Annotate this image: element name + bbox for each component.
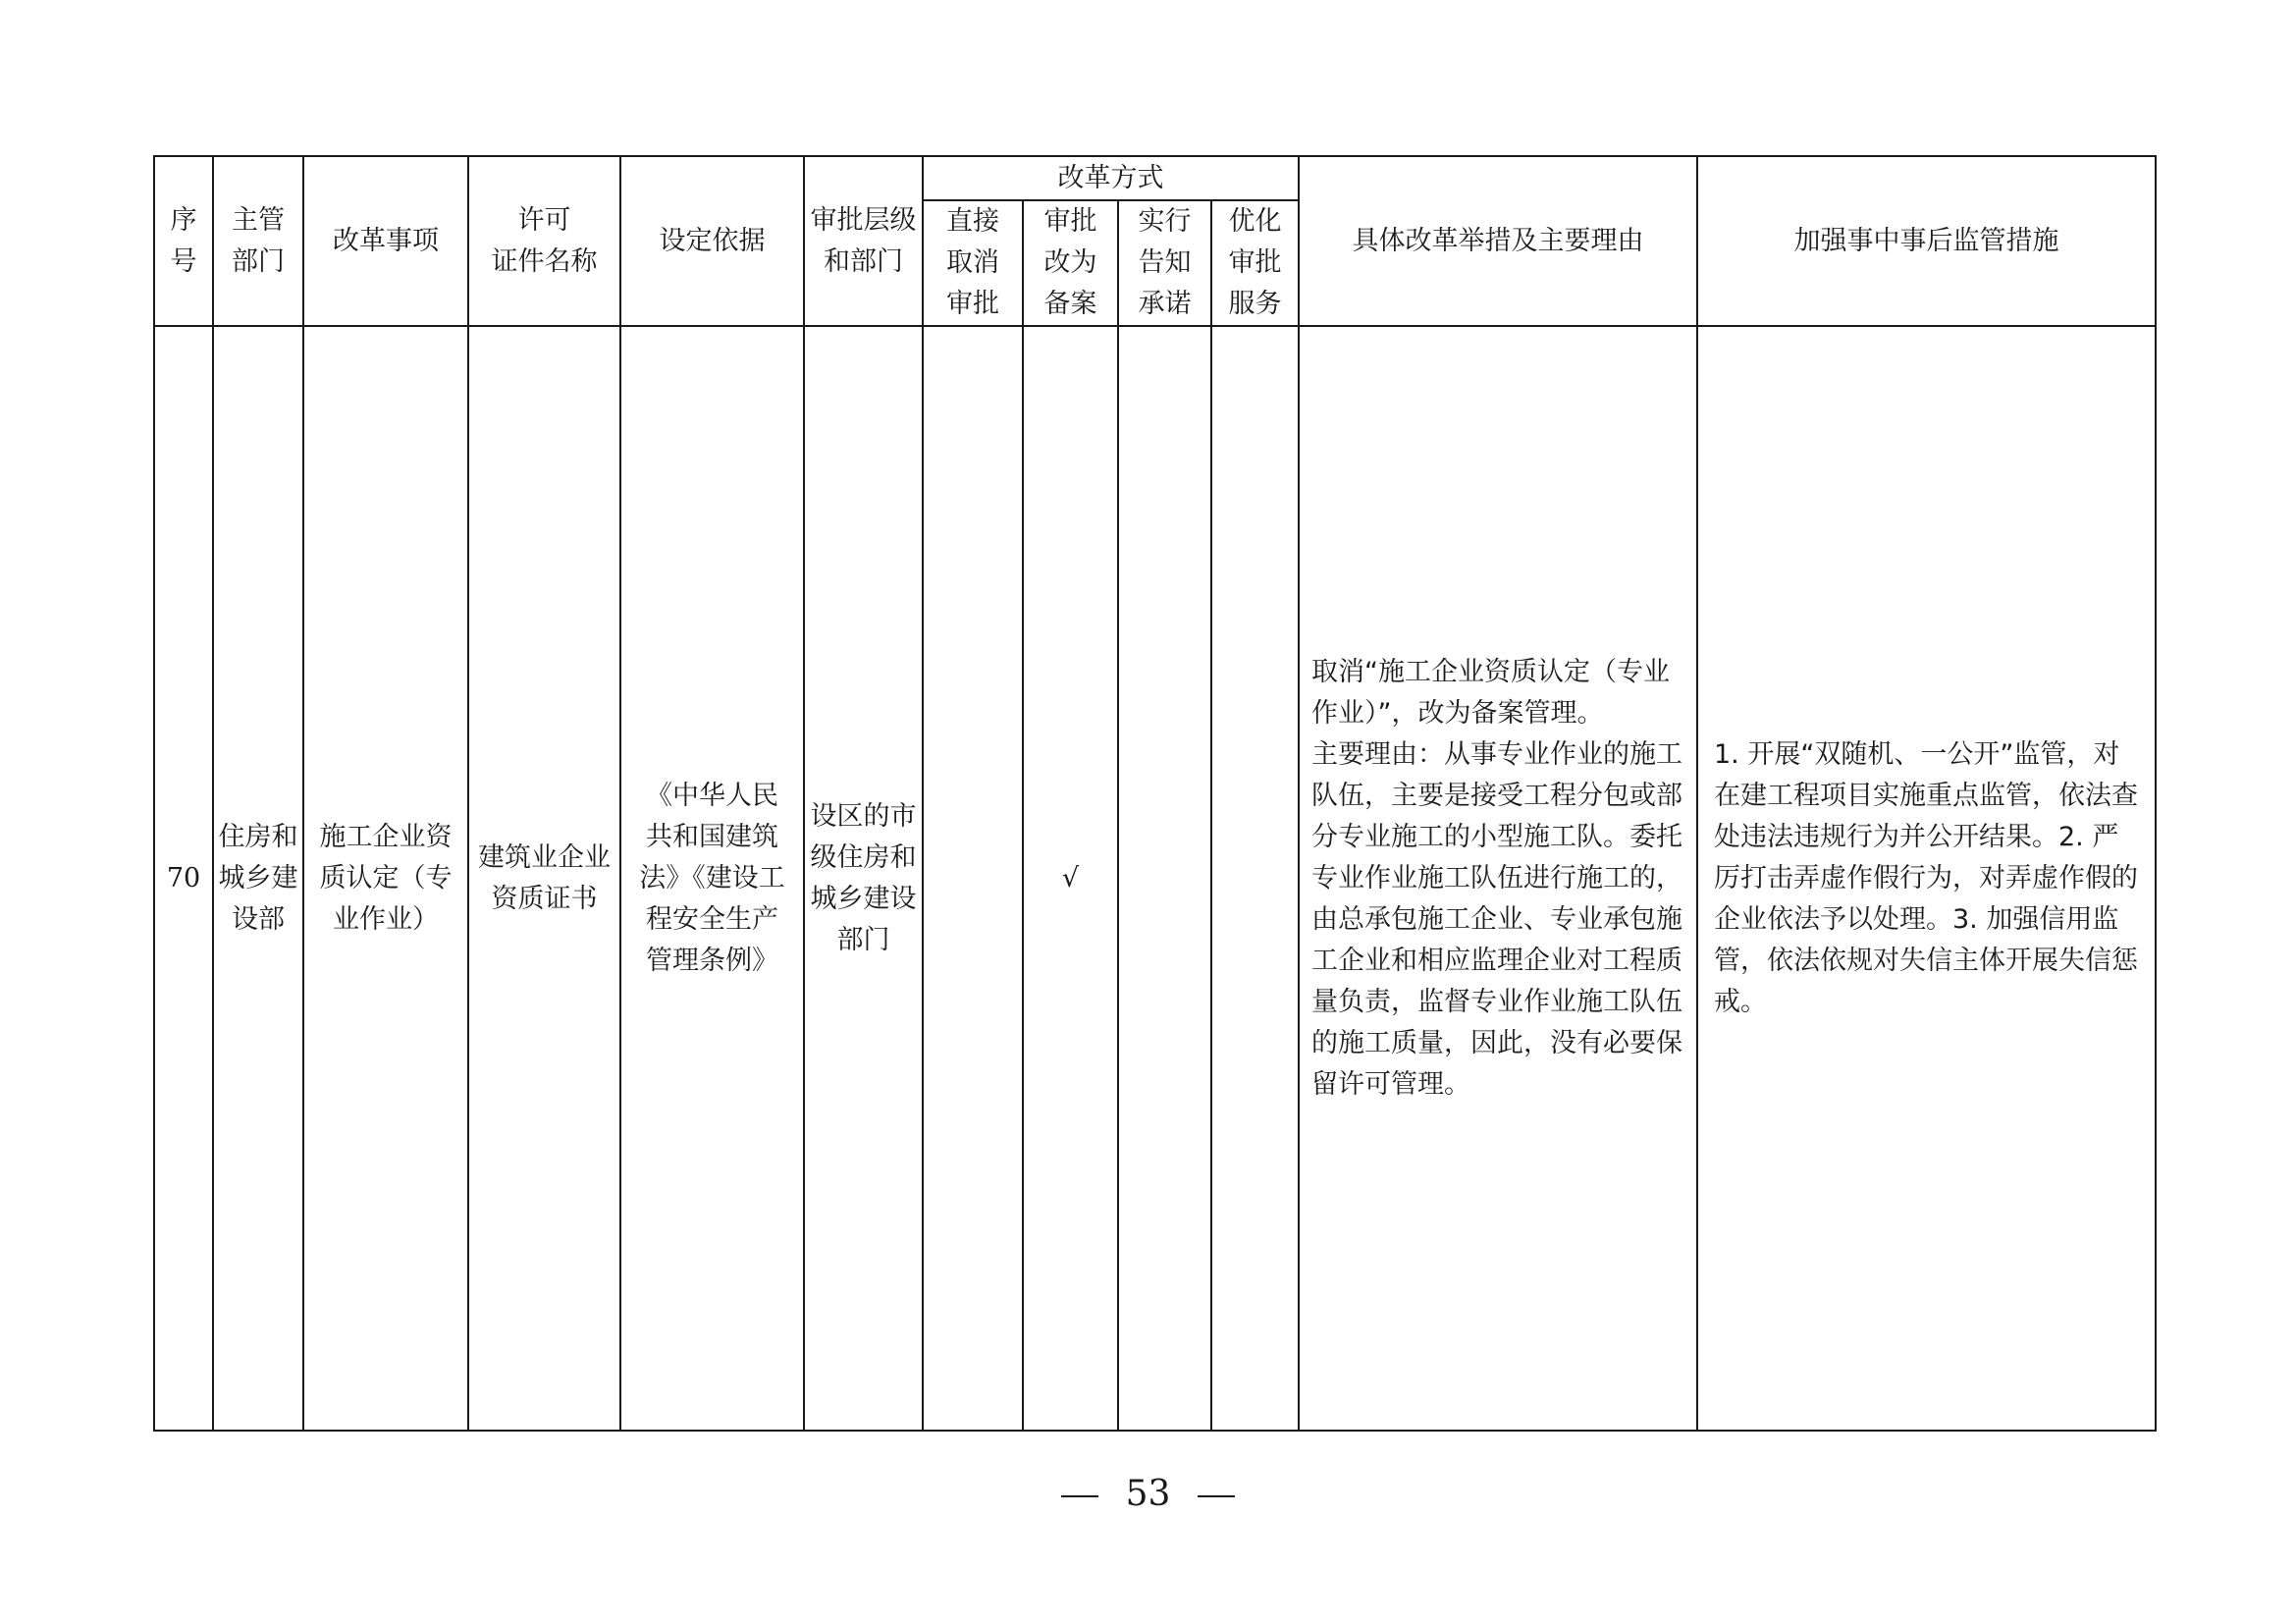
header-license: 许可 证件名称 xyxy=(468,156,620,326)
page-number-dash-left xyxy=(1061,1495,1098,1497)
header-method-optimize: 优化 审批 服务 xyxy=(1211,200,1299,326)
header-basis: 设定依据 xyxy=(620,156,804,326)
header-reform-method: 改革方式 xyxy=(923,156,1299,200)
header-reform-item: 改革事项 xyxy=(303,156,468,326)
row-measures: 取消“施工企业资质认定（专业作业）”，改为备案管理。 主要理由：从事专业作业的施工队伍，主要是接受工程分包或部分专业施工的小型施工队。委托专业作业施工队伍进行施工的，由总承包施工企业、专业承包施工企业和相应监理企业对工程质量负责，监督专业作业施工队伍的施工质量，因此，没有必要保留许可管理。 xyxy=(1299,326,1697,1431)
row-method-filing-check: √ xyxy=(1023,326,1118,1431)
header-row-1 xyxy=(154,156,2156,200)
header-method-cancel: 直接 取消 审批 xyxy=(923,200,1023,326)
row-method-optimize xyxy=(1211,326,1299,1431)
row-dept: 住房和 城乡建 设部 xyxy=(213,326,303,1431)
header-supervision: 加强事中事后监管措施 xyxy=(1697,156,2156,326)
page-number-value: 53 xyxy=(1125,1474,1171,1514)
header-measures: 具体改革举措及主要理由 xyxy=(1299,156,1697,326)
header-method-filing: 审批 改为 备案 xyxy=(1023,200,1118,326)
header-seq: 序 号 xyxy=(154,156,213,326)
header-method-notify: 实行 告知 承诺 xyxy=(1118,200,1211,326)
reform-table xyxy=(153,155,2157,1432)
page-number xyxy=(0,1470,2296,1519)
row-license: 建筑业企业 资质证书 xyxy=(468,326,620,1431)
row-supervision: 1. 开展“双随机、一公开”监管，对在建工程项目实施重点监管，依法查处违法违规行为并公开结果。2. 严厉打击弄虚作假行为，对弄虚作假的企业依法予以处理。3. 加强信用监管，依法依规对失信主体开展失信惩戒。 xyxy=(1697,326,2156,1431)
header-approval-level: 审批层级 和部门 xyxy=(804,156,923,326)
table-row xyxy=(154,326,2156,1431)
header-dept: 主管 部门 xyxy=(213,156,303,326)
row-seq: 70 xyxy=(154,326,213,1431)
row-approval-level: 设区的市 级住房和 城乡建设 部门 xyxy=(804,326,923,1431)
row-method-cancel xyxy=(923,326,1023,1431)
row-reform-item: 施工企业资 质认定（专 业作业） xyxy=(303,326,468,1431)
row-method-notify xyxy=(1118,326,1211,1431)
row-basis: 《中华人民 共和国建筑 法》《建设工 程安全生产 管理条例》 xyxy=(620,326,804,1431)
page-number-dash-right xyxy=(1198,1495,1235,1497)
